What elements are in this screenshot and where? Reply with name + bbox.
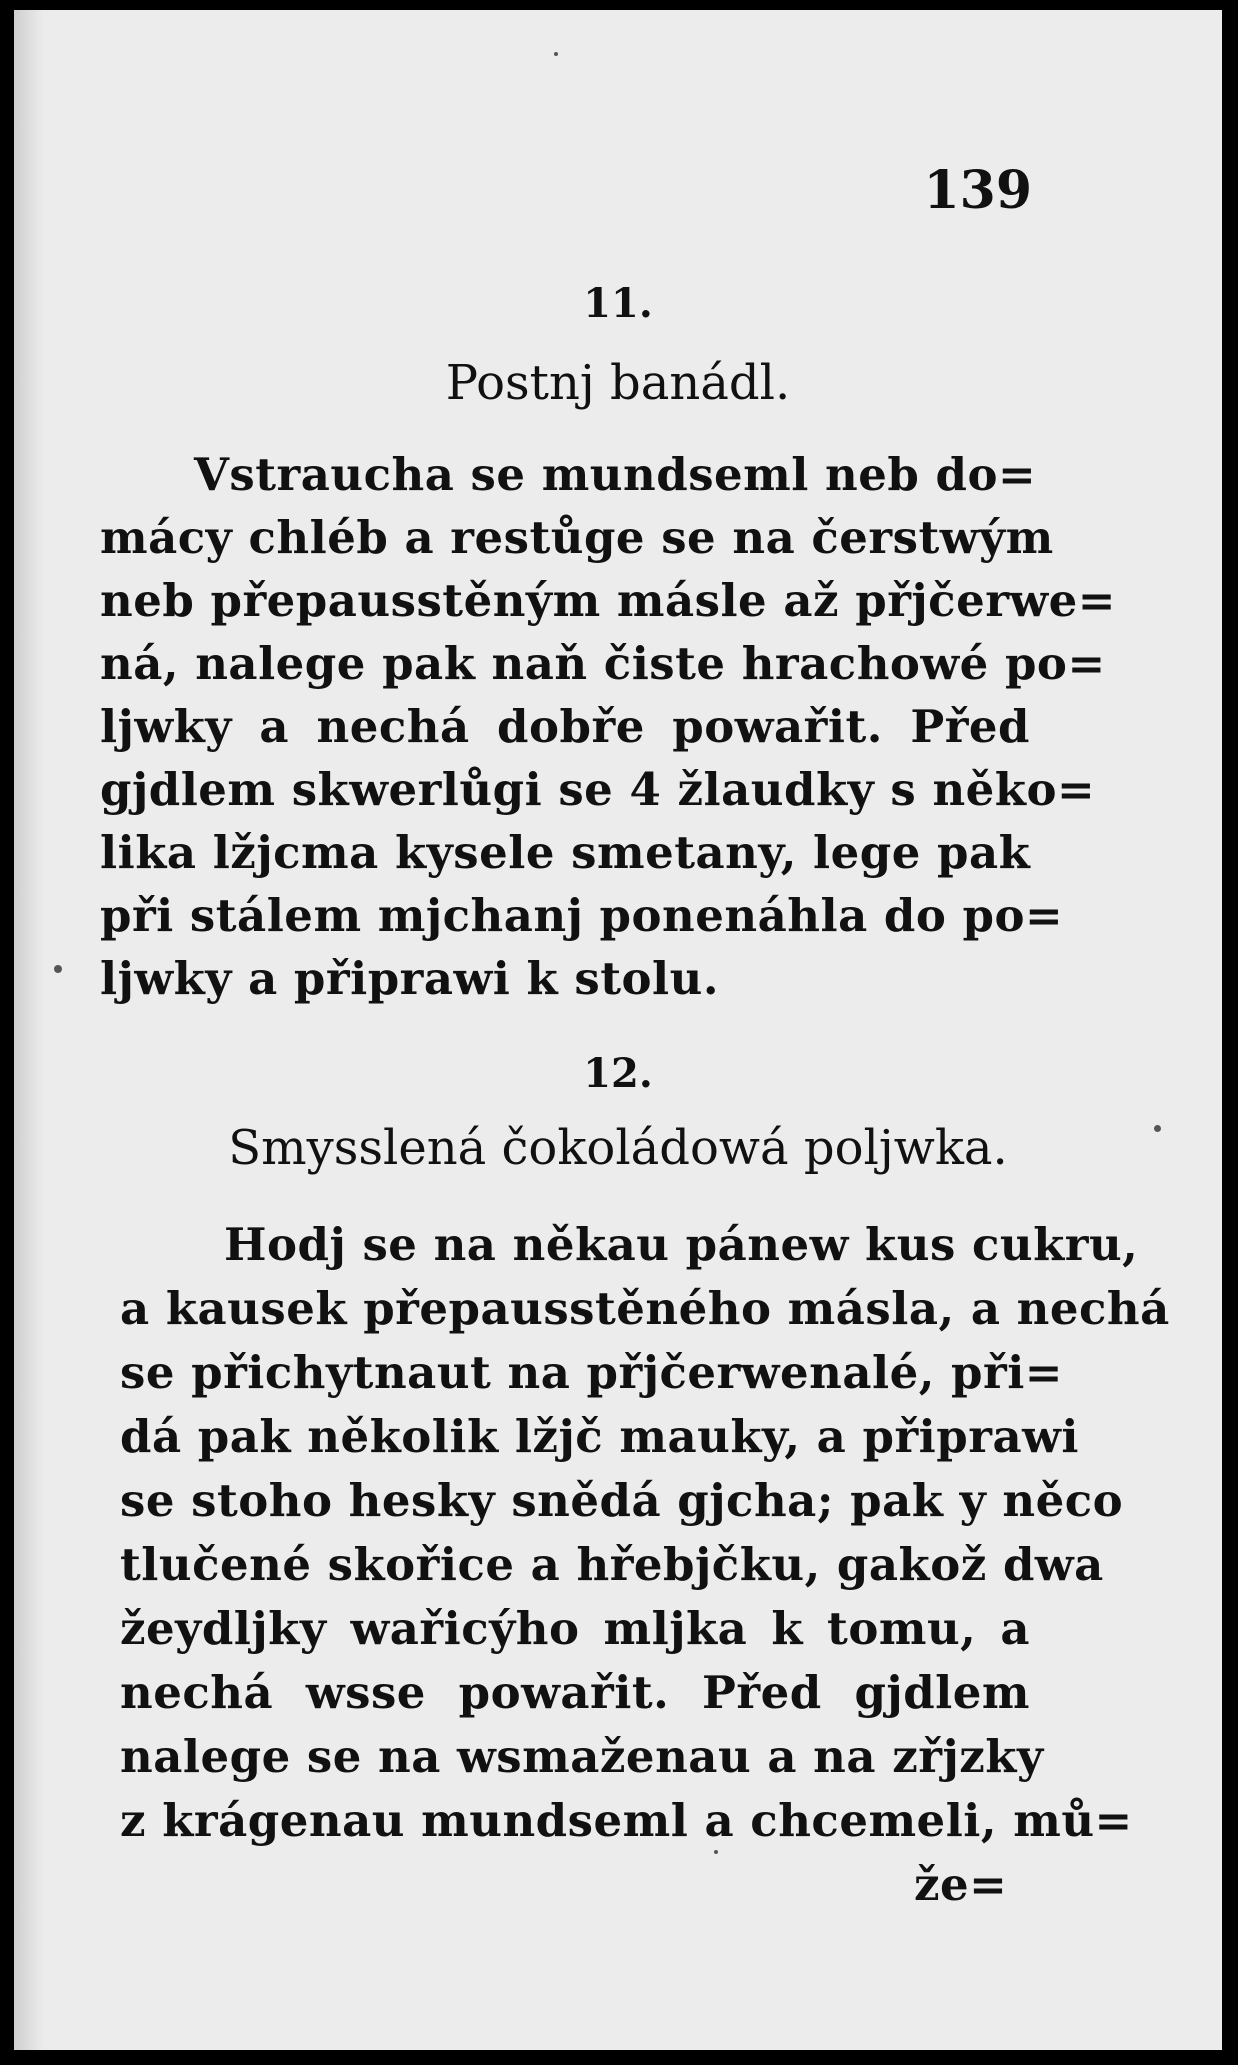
recipe-12-number: 12. (583, 1050, 653, 1097)
recipe-12-line: nechá wsse powařit. Před gjdlem (120, 1666, 1030, 1719)
recipe-11-line: Vstraucha se mundseml neb do= (194, 448, 1037, 501)
recipe-11-line: lika lžjcma kysele smetany, lege pak (100, 826, 1031, 879)
recipe-11-line: ná, nalege pak naň čiste hrachowé po= (100, 637, 1106, 690)
recipe-12-line: Hodj se na někau pánew kus cukru, (224, 1218, 1139, 1271)
recipe-12-line: žeydljky wařicýho mljka k tomu, a (120, 1602, 1030, 1655)
recipe-11-line: ljwky a nechá dobře powařit. Před (100, 700, 1030, 753)
recipe-12-line: se přichytnaut na přjčerwenalé, při= (120, 1346, 1064, 1399)
recipe-11-number: 11. (583, 280, 653, 327)
scan-speck (54, 965, 62, 973)
recipe-12-line: a kausek přepausstěného másla, a nechá (120, 1282, 1170, 1335)
recipe-11-title: Postnj banádl. (445, 355, 791, 411)
scan-speck (714, 1850, 718, 1854)
scan-speck (1154, 1125, 1161, 1132)
scan-speck (554, 52, 558, 56)
recipe-11-line: při stálem mjchanj ponenáhla do po= (100, 889, 1064, 942)
recipe-12-line: tlučené skořice a hřebjčku, gakož dwa (120, 1538, 1104, 1591)
book-page (14, 10, 1222, 2050)
recipe-12-line: nalege se na wsmaženau a na zřjzky (120, 1730, 1044, 1783)
recipe-11-line: ljwky a připrawi k stolu. (100, 952, 719, 1005)
page-number: 139 (923, 160, 1032, 221)
recipe-12-line: z krágenau mundseml a chcemeli, mů= (120, 1794, 1133, 1847)
recipe-11-line: gjdlem skwerlůgi se 4 žlaudky s něko= (100, 763, 1096, 816)
recipe-11-line: neb přepausstěným másle až přjčerwe= (100, 574, 1116, 627)
recipe-12-line: dá pak několik lžjč mauky, a připrawi (120, 1410, 1079, 1463)
recipe-12-title: Smysslená čokoládowá poljwka. (228, 1120, 1008, 1176)
recipe-12-catchword: že= (914, 1858, 1008, 1911)
recipe-11-line: mácy chléb a restůge se na čerstwým (100, 511, 1054, 564)
recipe-12-line: se stoho hesky snědá gjcha; pak y něco (120, 1474, 1124, 1527)
